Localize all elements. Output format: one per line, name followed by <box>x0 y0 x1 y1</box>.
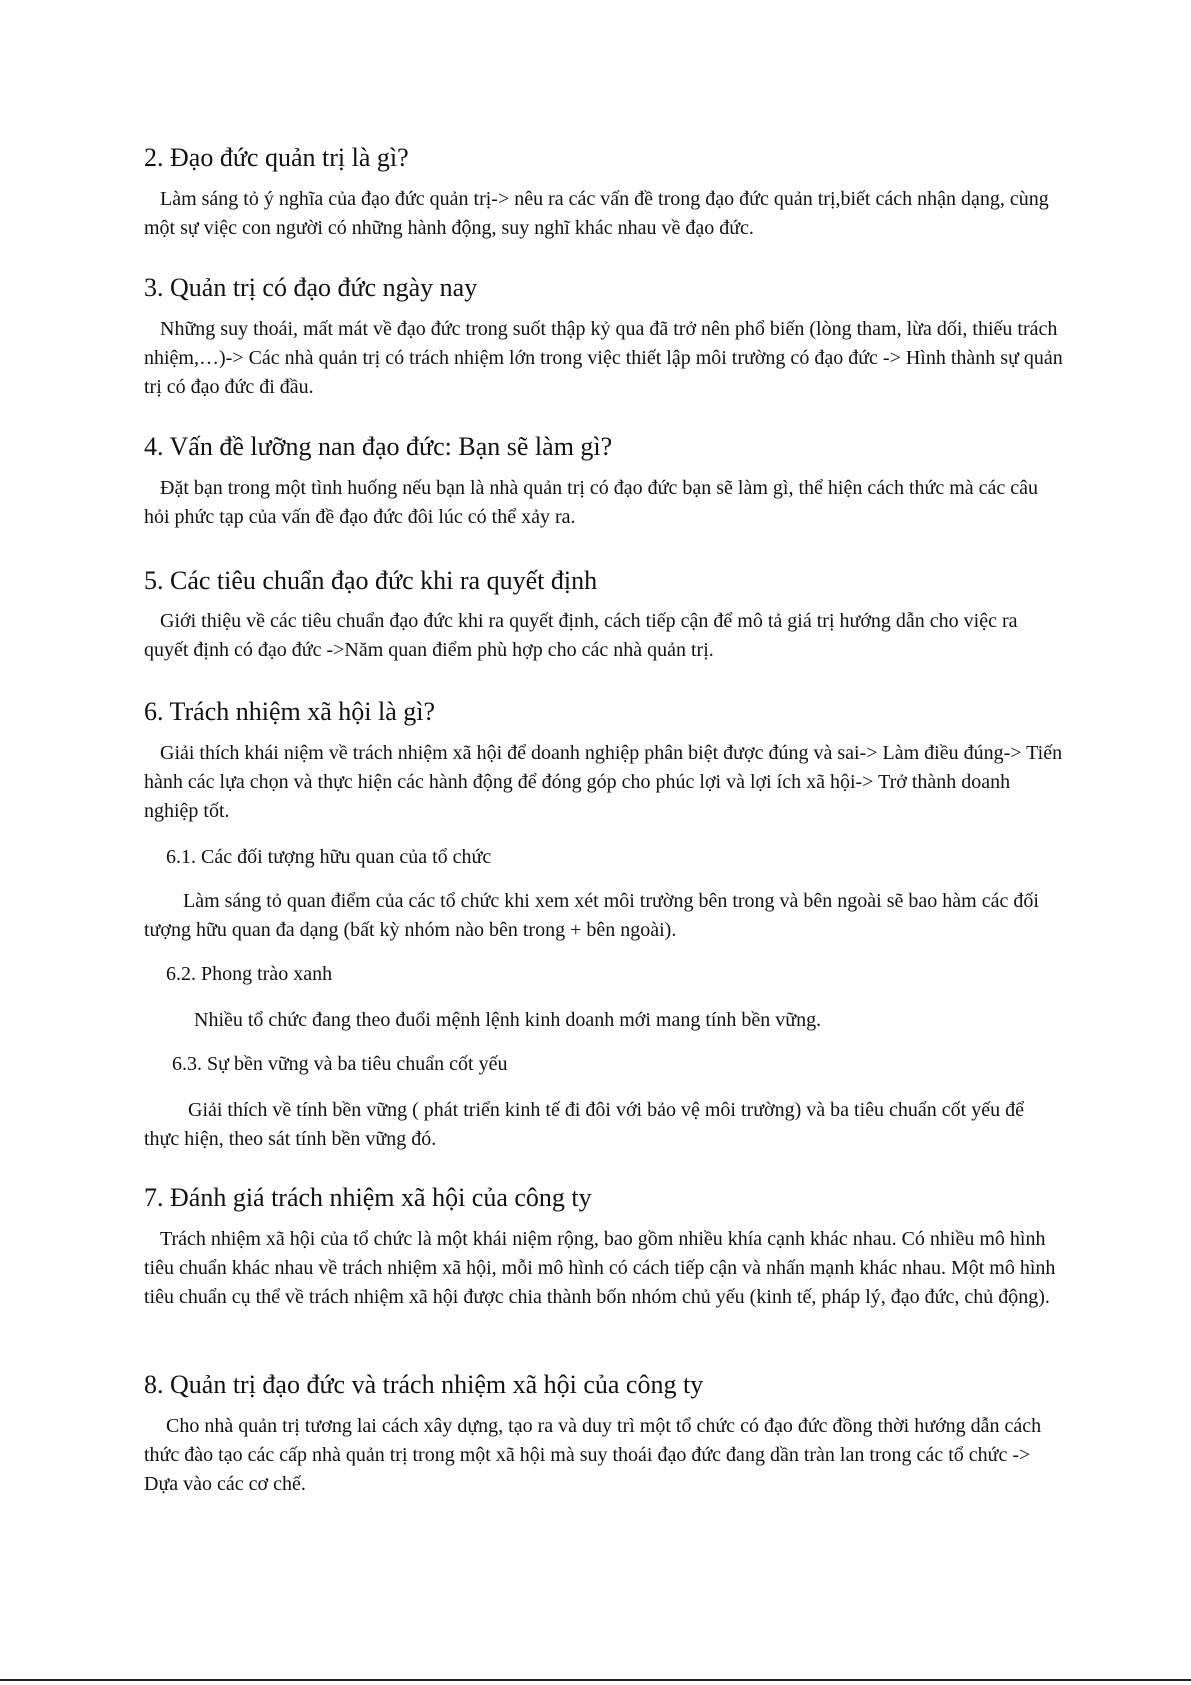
subsection-6-3-heading: 6.3. Sự bền vững và ba tiêu chuẩn cốt yếu <box>172 1053 508 1075</box>
subsection-6-3-body: Giải thích về tính bền vững ( phát triển kinh tế đi đôi với bảo vệ môi trường) và ba tiêu chuẩn cốt yếu để thực hiện, theo sát tính bền vững đó. <box>144 1099 1024 1150</box>
section-4-body: Đặt bạn trong một tình huống nếu bạn là nhà quản trị có đạo đức bạn sẽ làm gì, thể hiện cách thức mà các câu hỏi phức tạp của vấn đề đạo đức đôi lúc có thể xảy ra. <box>144 477 1039 528</box>
subsection-6-2-heading: 6.2. Phong trào xanh <box>166 963 333 985</box>
section-7-body: Trách nhiệm xã hội của tổ chức là một khái niệm rộng, bao gồm nhiều khía cạnh khác nhau. Có nhiều mô hình tiêu chuẩn khác nhau về trách nhiệm xã hội, mỗi mô hình có cách tiếp cận và nhấn mạnh khác nhau. Một mô hình tiêu chuẩn cụ thể về trách nhiệm xã hội được chia thành bốn nhóm chủ yếu (kinh tế, pháp lý, đạo đức, chủ động). <box>144 1228 1056 1308</box>
section-5-heading: 5. Các tiêu chuẩn đạo đức khi ra quyết định <box>144 566 598 595</box>
section-4-heading: 4. Vấn đề lưỡng nan đạo đức: Bạn sẽ làm gì? <box>144 432 613 461</box>
section-3-body: Những suy thoái, mất mát về đạo đức trong suốt thập kỷ qua đã trở nên phổ biến (lòng tham, lừa dối, thiếu trách nhiệm,…)-> Các nhà quản trị có trách nhiệm lớn trong việc thiết lập môi trường có đạo đức -> Hình thành sự quản trị có đạo đức đi đầu. <box>144 318 1063 398</box>
section-8-heading: 8. Quản trị đạo đức và trách nhiệm xã hội của công ty <box>144 1370 704 1399</box>
section-2-heading: 2. Đạo đức quản trị là gì? <box>144 143 409 172</box>
section-2-body: Làm sáng tỏ ý nghĩa của đạo đức quản trị-> nêu ra các vấn đề trong đạo đức quản trị,biết cách nhận dạng, cùng một sự việc con người có những hành động, suy nghĩ khác nhau về đạo đức. <box>144 188 1049 239</box>
section-5-body: Giới thiệu về các tiêu chuẩn đạo đức khi ra quyết định, cách tiếp cận để mô tả giá trị hướng dẫn cho việc ra quyết định có đạo đức ->Năm quan điểm phù hợp cho các nhà quản trị. <box>144 610 1018 661</box>
section-7-heading: 7. Đánh giá trách nhiệm xã hội của công ty <box>144 1183 592 1212</box>
section-6-heading: 6. Trách nhiệm xã hội là gì? <box>144 697 436 726</box>
section-6-body: Giải thích khái niệm về trách nhiệm xã hội để doanh nghiệp phân biệt được đúng và sai-> Làm điều đúng-> Tiến hành các lựa chọn và thực hiện các hành động để đóng góp cho phúc lợi và lợi ích xã hội-> Trở thành doanh nghiệp tốt. <box>144 742 1063 822</box>
page-bottom-rule <box>0 1679 1191 1681</box>
subsection-6-1-body: Làm sáng tỏ quan điểm của các tổ chức khi xem xét môi trường bên trong và bên ngoài sẽ bao hàm các đối tượng hữu quan đa dạng (bất kỳ nhóm nào bên trong + bên ngoài). <box>144 890 1039 941</box>
section-8-body: Cho nhà quản trị tương lai cách xây dựng, tạo ra và duy trì một tổ chức có đạo đức đồng thời hướng dẫn cách thức đào tạo các cấp nhà quản trị trong một xã hội mà suy thoái đạo đức đang dần tràn lan trong các tổ chức -> Dựa vào các cơ chế. <box>144 1415 1042 1495</box>
subsection-6-1-heading: 6.1. Các đối tượng hữu quan của tổ chức <box>166 846 492 868</box>
subsection-6-2-body: Nhiều tổ chức đang theo đuổi mệnh lệnh kinh doanh mới mang tính bền vững. <box>194 1009 822 1031</box>
section-3-heading: 3. Quản trị có đạo đức ngày nay <box>144 273 478 302</box>
